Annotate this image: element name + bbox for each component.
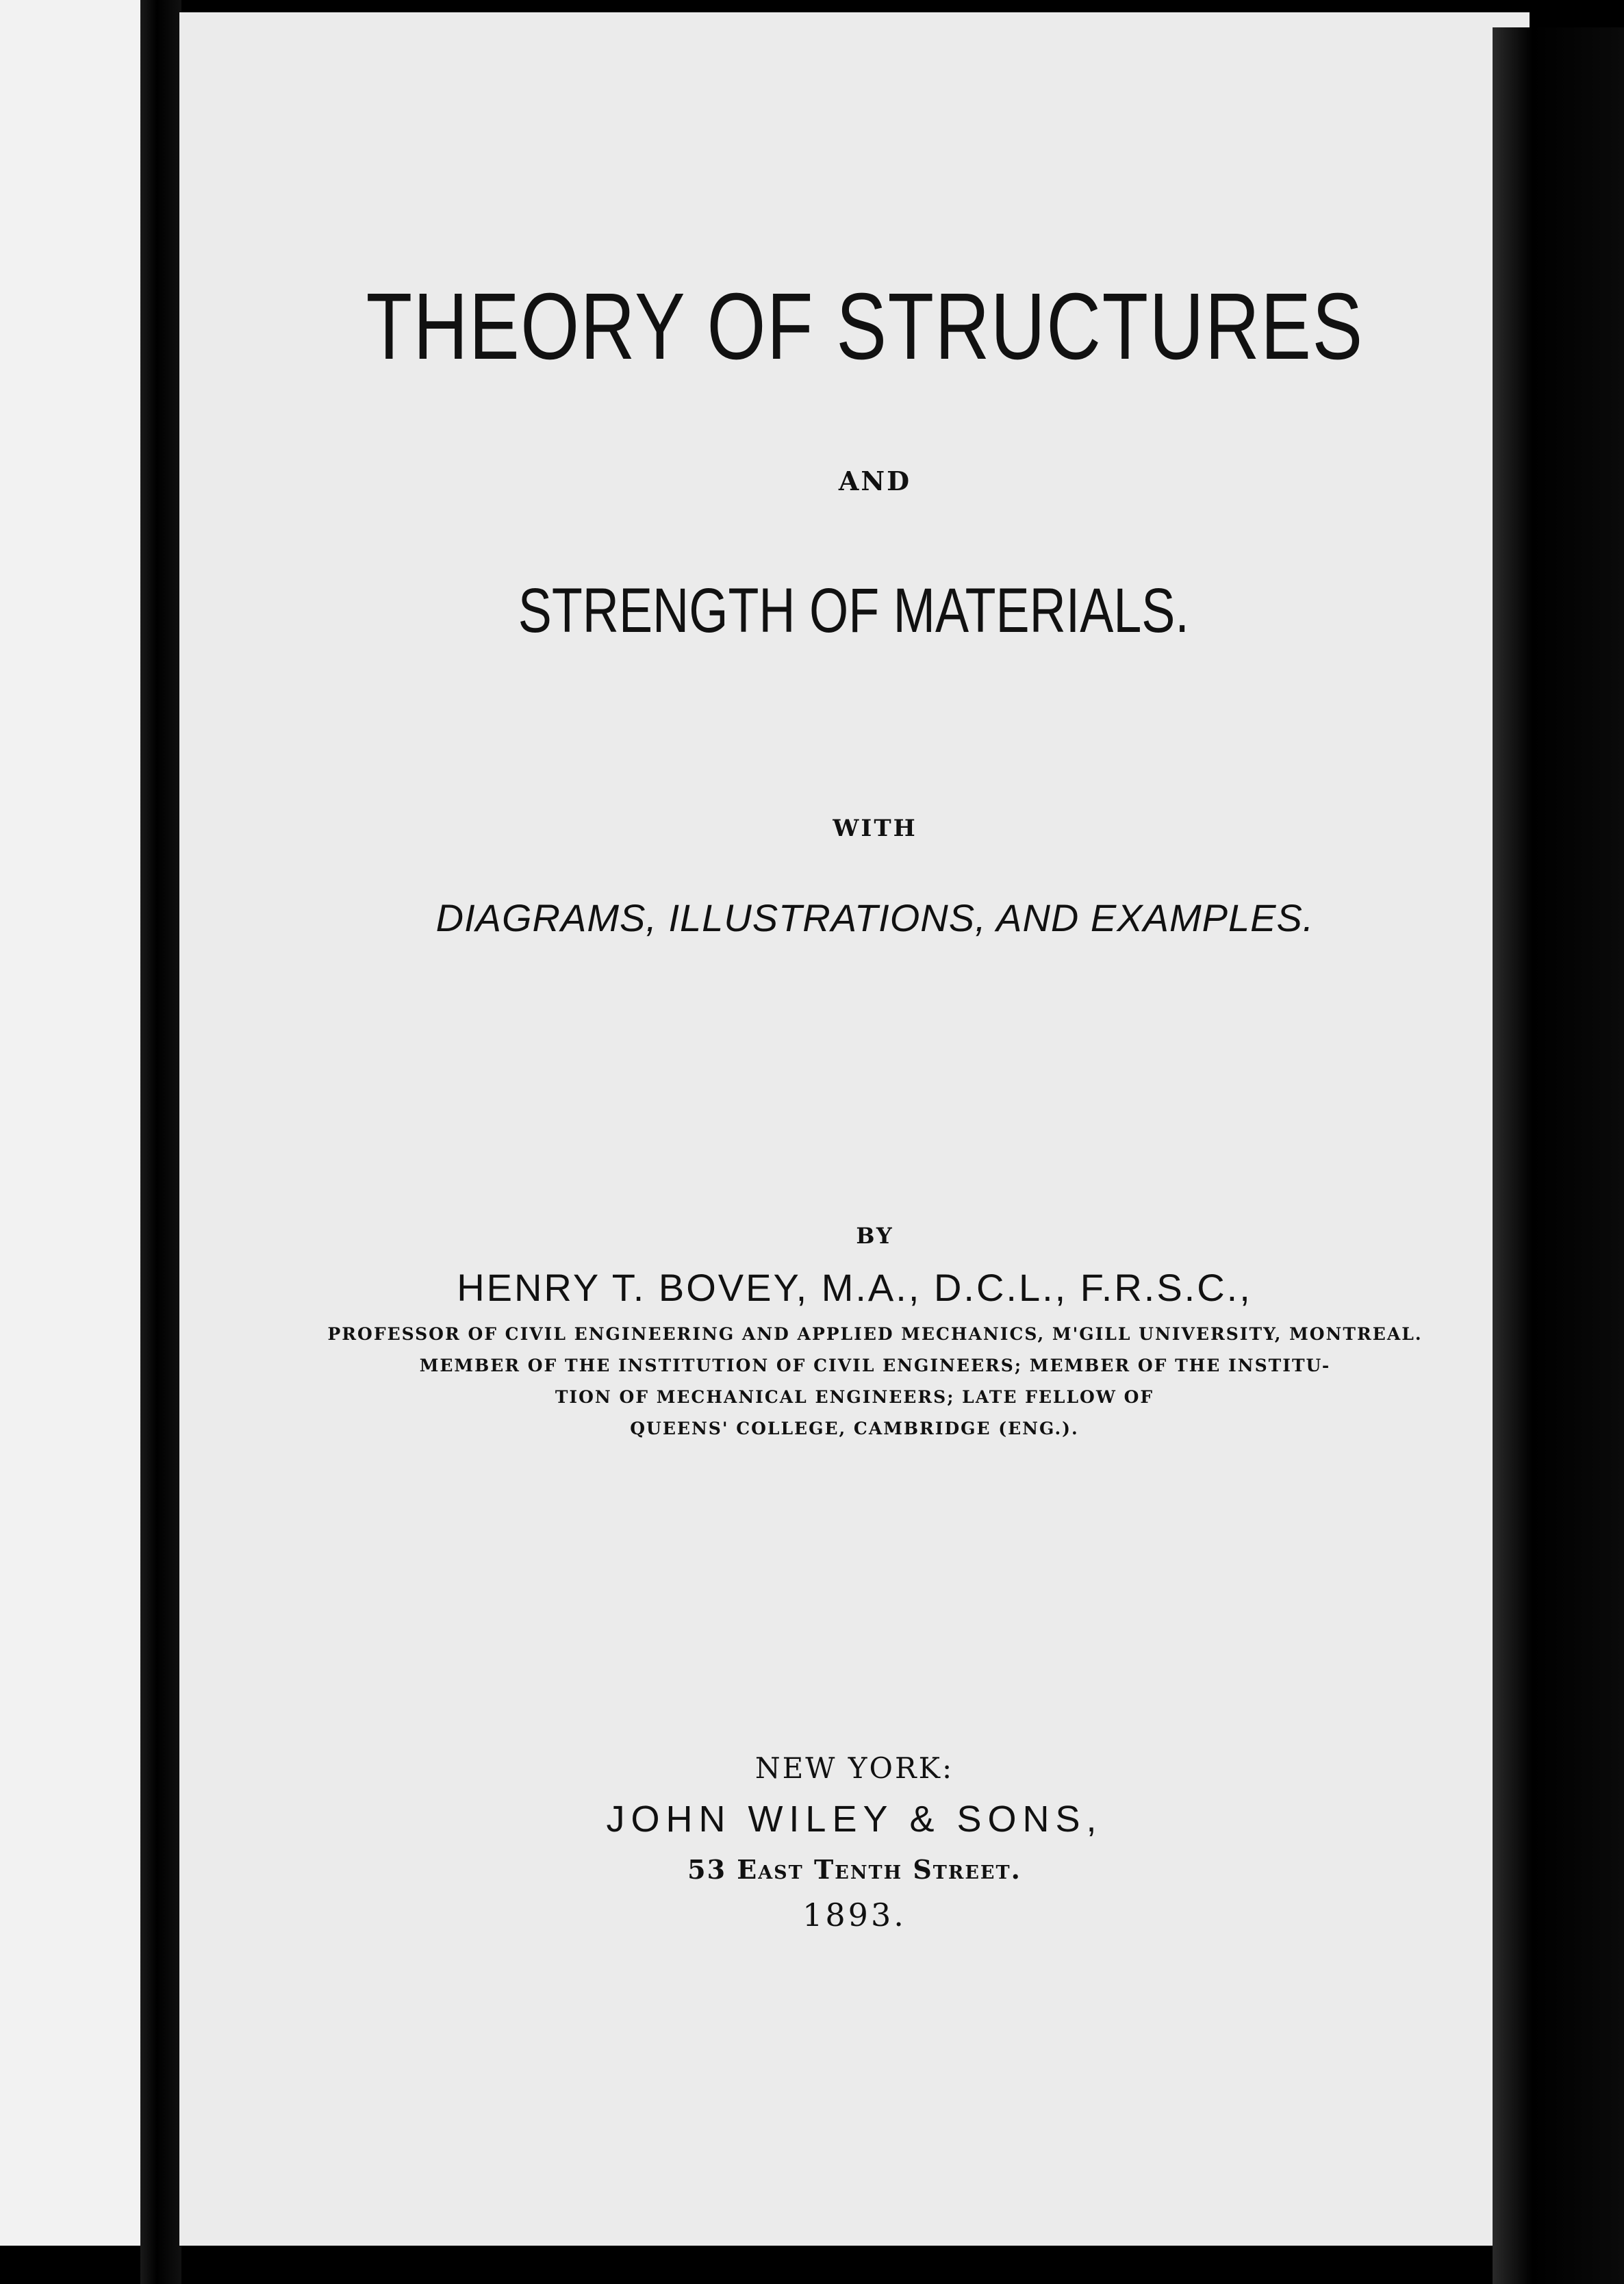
publisher-address: 53 East Tenth Street. bbox=[687, 1854, 1022, 1885]
facing-page-edge bbox=[0, 0, 140, 2246]
with-line: WITH bbox=[833, 815, 917, 842]
features-line: DIAGRAMS, ILLUSTRATIONS, AND EXAMPLES. bbox=[435, 896, 1315, 939]
book-subtitle: STRENGTH OF MATERIALS. bbox=[518, 576, 1189, 646]
title-page-content bbox=[179, 12, 1530, 2246]
publisher-name: JOHN WILEY & SONS, bbox=[606, 1799, 1103, 1840]
author-credential-line: QUEENS' COLLEGE, CAMBRIDGE (ENG.). bbox=[630, 1419, 1079, 1438]
gutter-shadow bbox=[140, 0, 181, 2284]
author-credential-line: PROFESSOR OF CIVIL ENGINEERING AND APPLIED MECHANICS, M'GILL UNIVERSITY, MONTREAL. bbox=[327, 1324, 1423, 1344]
book-title: THEORY OF STRUCTURES bbox=[366, 274, 1364, 379]
publisher-city: NEW YORK: bbox=[754, 1751, 954, 1785]
author-name: HENRY T. BOVEY, M.A., D.C.L., F.R.S.C., bbox=[457, 1266, 1252, 1309]
author-credential-line: MEMBER OF THE INSTITUTION OF CIVIL ENGINEERS; MEMBER OF THE INSTITU- bbox=[419, 1356, 1331, 1375]
publication-year: 1893. bbox=[802, 1896, 906, 1933]
by-line: BY bbox=[856, 1223, 894, 1249]
title-conjunction: AND bbox=[838, 466, 912, 496]
author-credential-line: TION OF MECHANICAL ENGINEERS; LATE FELLOW OF bbox=[555, 1387, 1154, 1407]
